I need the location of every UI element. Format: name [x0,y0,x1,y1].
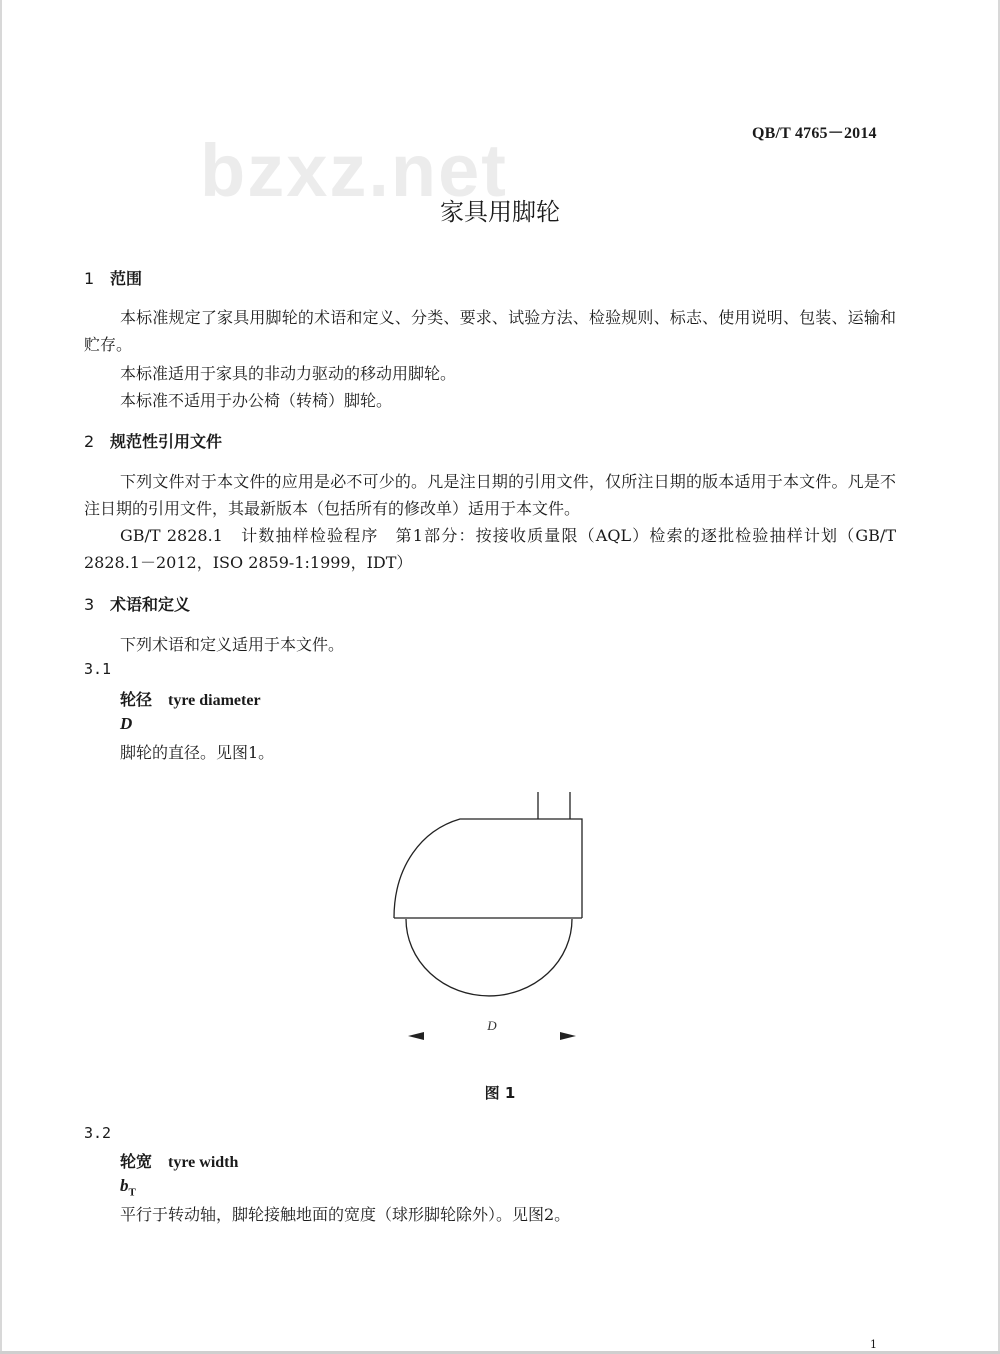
symbol-base: b [120,1176,129,1195]
symbol-subscript: T [128,1186,136,1199]
document-code: QB/T 4765－2014 [752,125,877,142]
section-2-paragraph-1: 下列文件对于本文件的应用是必不可少的。凡是注日期的引用文件，仅所注日期的版本适用于本文件。凡是不注日期的引用文件，其最新版本（包括所有的修改单）适用于本文件。 [84,472,896,518]
section-title: 范围 [110,269,143,288]
wheel-arc [406,919,572,996]
term-chinese: 轮宽 [120,1152,153,1171]
section-3-heading [84,592,190,615]
document-title: 家具用脚轮 [440,198,560,226]
section-title: 规范性引用文件 [110,432,223,451]
clause-3-1-number: 3.1 [84,660,112,678]
section-1-heading [84,266,142,289]
section-number: 1 [84,269,95,288]
stem-outline [538,792,570,819]
clause-3-2-number: 3.2 [84,1124,112,1142]
symbol-3-1: D [120,714,133,733]
section-1-paragraph-3: 本标准不适用于办公椅（转椅）脚轮。 [120,391,393,410]
section-1-paragraph-2: 本标准适用于家具的非动力驱动的移动用脚轮。 [120,364,457,383]
definition-3-1: 脚轮的直径。见图1。 [120,743,275,762]
section-title: 术语和定义 [110,595,191,614]
housing-outline [394,819,582,918]
page-number: 1 [870,1338,877,1351]
left-arrow [408,1032,424,1040]
term-chinese: 轮径 [120,690,153,709]
section-3-paragraph-1: 下列术语和定义适用于本文件。 [120,635,345,654]
section-number: 2 [84,432,95,451]
section-number: 3 [84,595,95,614]
figure-1-caption: 图 1 [484,1084,516,1102]
term-english: tyre diameter [168,692,261,709]
term-3-2 [120,1149,238,1172]
section-2-heading [84,429,222,452]
right-arrow [560,1032,576,1040]
diameter-label: D [487,1018,497,1033]
term-3-1 [120,687,261,710]
figure-1-castor-diagram [380,786,600,1046]
term-english: tyre width [168,1154,239,1171]
definition-3-2: 平行于转动轴，脚轮接触地面的宽度（球形脚轮除外）。见图2。 [120,1205,571,1224]
symbol-3-2 [120,1176,136,1198]
watermark: bzxz.net [200,129,508,212]
normative-reference: GB/T 2828.1 计数抽样检验程序 第1部分：按接收质量限（AQL）检索的逐批检验抽样计划（GB/T 2828.1－2012，ISO 2859-1:1999，IDT） [84,526,896,572]
section-1-paragraph-1: 本标准规定了家具用脚轮的术语和定义、分类、要求、试验方法、检验规则、标志、使用说明、包装、运输和贮存。 [84,308,896,354]
